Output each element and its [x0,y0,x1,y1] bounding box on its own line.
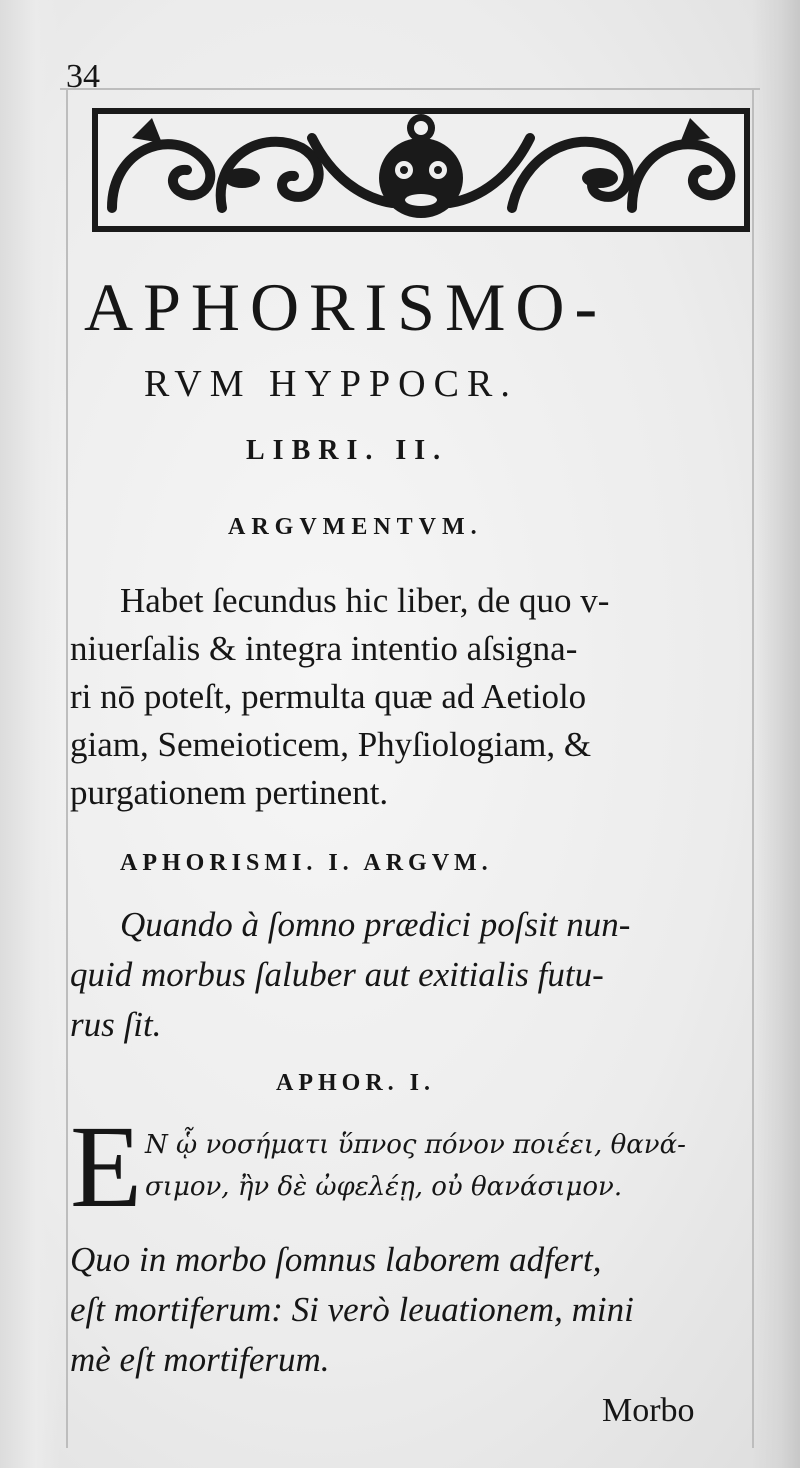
page-gutter [0,0,60,1468]
aphorism-heading: APHORISMI. I. ARGVM. [120,850,493,876]
aphorism-argument-line: rus ſit. [70,1005,162,1044]
page-border-left [66,88,68,1448]
argument-line: purgationem pertinent. [70,773,389,812]
latin-translation-line: mè eſt mortiferum. [70,1340,330,1379]
greek-line: σιμον, ἢν δὲ ὠφελέῃ, οὐ θανάσιμον. [145,1172,623,1202]
page-edge-shadow [752,0,800,1468]
argument-line: giam, Semeioticem, Phyſiologiam, & [70,725,592,764]
argument-heading: ARGVMENTVM. [228,514,483,540]
page-number: 34 [66,58,100,95]
latin-translation-line: Quo in morbo ſomnus laborem adfert, [70,1240,602,1279]
title-line-1: APHORISMO- [84,269,608,345]
argument-line: ri nō poteſt, permulta quæ ad Aetiolo [70,677,587,716]
greek-line: Ν ᾧ νοσήματι ὕπνος πόνον ποιέει, θανά- [145,1130,686,1160]
aphorism-argument-line: Quando à ſomno prædici poſsit nun- [120,905,631,944]
aphor-heading: APHOR. I. [276,1070,435,1096]
argument-line: Habet ſecundus hic liber, de quo v- [120,581,610,620]
title-line-3: LIBRI. II. [246,435,449,466]
ornament-headpiece-icon [92,108,750,232]
catchword: Morbo [602,1392,695,1429]
argument-line: niuerſalis & integra intentio aſsigna- [70,629,578,668]
title-line-2: RVM HYPPOCR. [144,363,518,405]
drop-cap: E [70,1101,143,1232]
latin-translation-line: eſt mortiferum: Si verò leuationem, mini [70,1290,634,1329]
aphorism-argument-line: quid morbus ſaluber aut exitialis futu- [70,955,604,994]
page-border-top [60,88,760,90]
